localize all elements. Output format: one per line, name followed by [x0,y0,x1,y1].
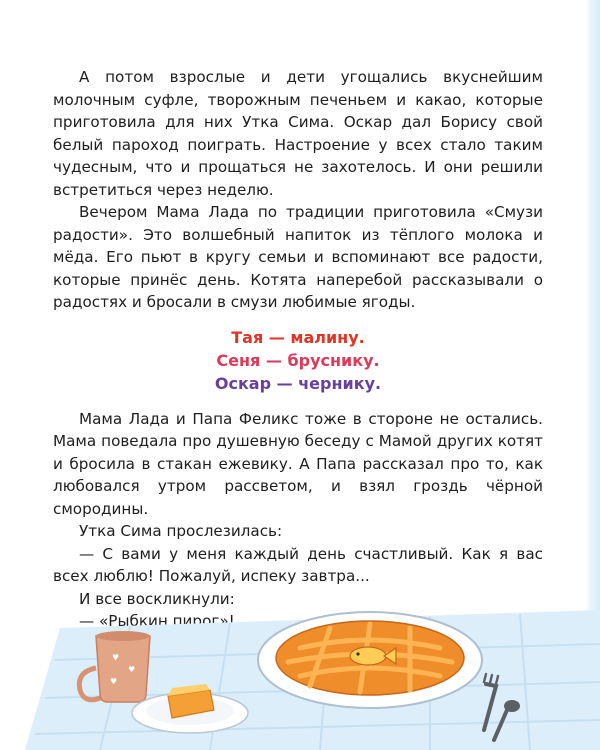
pie-dish-icon [258,612,482,708]
berry-line-taya: Тая — малину. [231,327,365,347]
paragraph-all-exclaimed: И все воскликнули: [79,589,235,608]
paragraph-fish-pie: — «Рыбкин пирог»! [79,612,235,630]
tea-table-illustration [0,598,600,750]
paragraph-sima-cried: Утка Сима прослезилась: [79,522,283,540]
paragraph-sima-speech: — С вами у меня каждый день счастливый. Как я вас всех люблю! Пожалуй, испеку завтра... [53,544,543,585]
story-text [53,66,543,633]
berry-line-oskar: Оскар — чернику. [214,373,382,393]
paragraph-parents: Мама Лада и Папа Феликс тоже в стороне не остались. Мама поведала про душевную беседу с Мамой других котят и бросила в стакан ежевику. А Папа рассказал про то, как любовался утром рассветом, и взял гроздь чёрной смородины. [53,409,543,518]
paragraph-dessert: А потом взрослые и дети угощались вкуснейшим молочным суфле, творожным печеньем и какао, которые приготовила для них Утка Сима. Оскар дал Борису свой белый пароход поиграть. Настроение у всех стало таким чудесным, что и прощаться не захотелось. И они решили встретиться через неделю. [53,68,543,199]
berry-line-senya: Сеня — бруснику. [216,350,380,370]
svg-text:♥: ♥ [128,665,136,674]
paragraph-smoothie: Вечером Мама Лада по традиции приготовила «Смузи радости». Это волшебный напиток из тёплого молока и мёда. Его пьют в кругу семьи и вспоминают все радости, которые принёс день. Котята наперебой рассказывали о радостях и бросали в смузи любимые ягоды. [53,203,543,311]
svg-text:♥: ♥ [112,653,120,662]
svg-text:♥: ♥ [110,677,118,686]
